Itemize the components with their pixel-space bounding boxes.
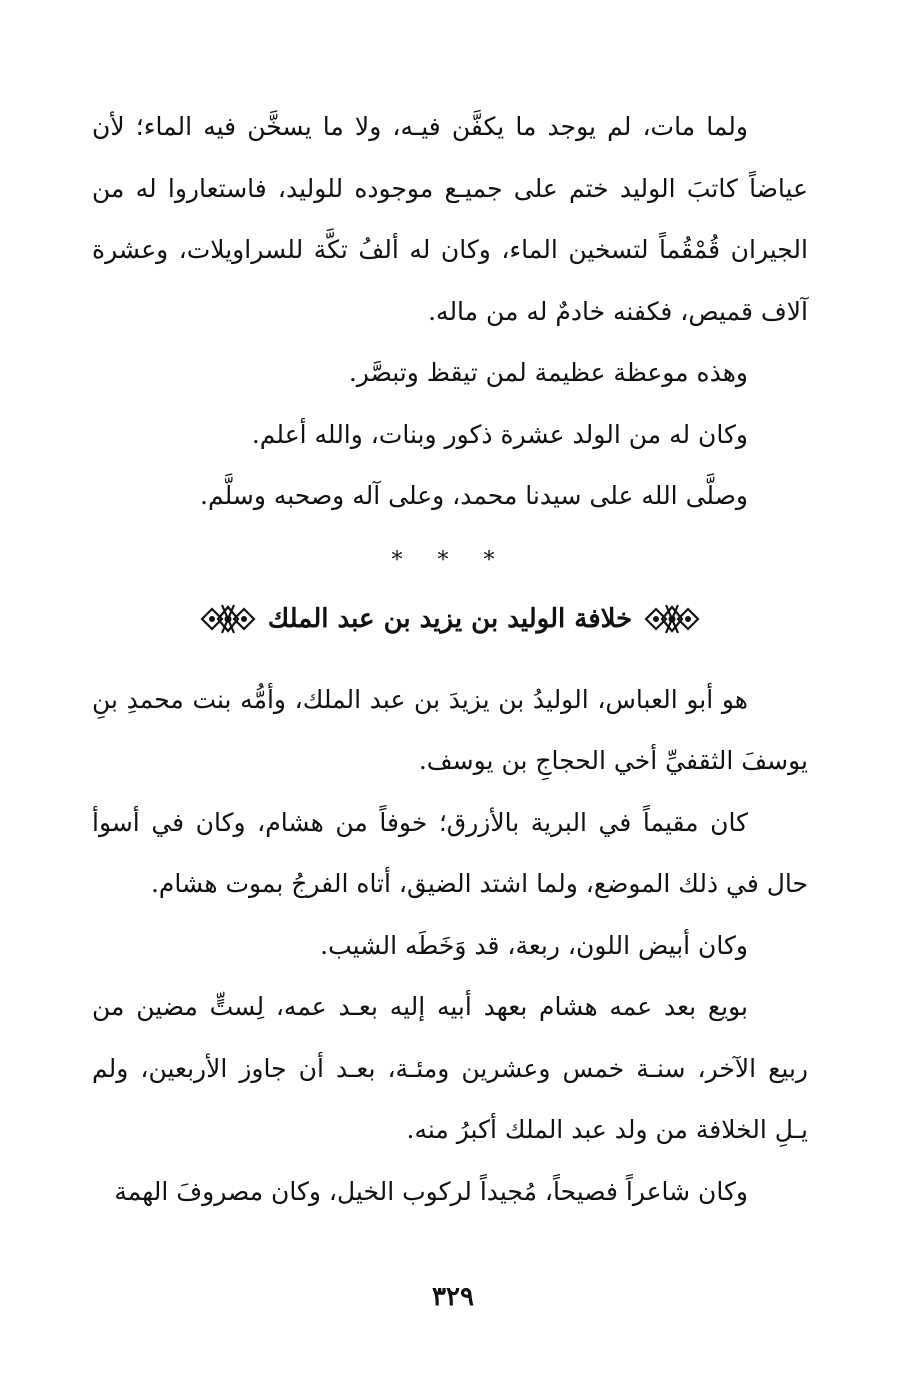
section-heading xyxy=(92,587,808,651)
paragraph-appearance: وكان أبيض اللون، ربعة، قد وَخَطَه الشيب. xyxy=(320,930,748,960)
paragraph-children: وكان له من الولد عشرة ذكور وبنات، والله أعلم. xyxy=(251,419,748,449)
ornament-left-icon xyxy=(200,599,258,639)
paragraph-blessing: وصلَّى الله على سيدنا محمد، وعلى آله وصحبه وسلَّم. xyxy=(200,481,748,510)
ornament-right-icon xyxy=(642,599,700,639)
paragraph-lineage: هو أبو العباس، الوليدُ بن يزيدَ بن عبد الملك، وأمُّه بنت محمدِ بنِ يوسفَ الثقفيِّ أخي الحجاجِ بن يوسف. xyxy=(92,684,808,775)
page-number: ٣٢٩ xyxy=(432,1282,474,1312)
paragraph-admonition: وهذه موعظة عظيمة لمن تيقظ وتبصَّر. xyxy=(348,358,748,387)
page-content xyxy=(92,96,808,1222)
paragraph-death: ولما مات، لم يوجد ما يكفَّن فيـه، ولا ما يسخَّن فيه الماء؛ لأن عياضاً كاتبَ الوليد ختم على جميـع موجوده للوليد، فاستعاروا له من الجيران قُمْقُماً لتسخين الماء، وكان له ألفُ تكَّة للسراويلات، وعشرة آلاف قميص، فكفنه خادمٌ له من ماله. xyxy=(92,112,808,326)
section-title: خلافة الوليد بن يزيد بن عبد الملك xyxy=(267,603,633,634)
paragraph-poet: وكان شاعراً فصيحاً، مُجيداً لركوب الخيل، وكان مصروفَ الهمة xyxy=(114,1176,748,1206)
section-separator: * * * xyxy=(391,547,509,573)
paragraph-allegiance: بويع بعد عمه هشام بعهد أبيه إليه بعـد عمه، لِستٍّ مضين من ربيع الآخر، سنـة خمس وعشرين ومئـة، بعـد أن جاوز الأربعين، ولم يـلِ الخلافة من ولد عبد الملك أكبرُ منه. xyxy=(92,992,808,1144)
paragraph-residence: كان مقيماً في البرية بالأزرق؛ خوفاً من هشام، وكان في أسوأ حال في ذلك الموضع، ولما اشتد الضيق، أتاه الفرجُ بموت هشام. xyxy=(92,807,808,898)
